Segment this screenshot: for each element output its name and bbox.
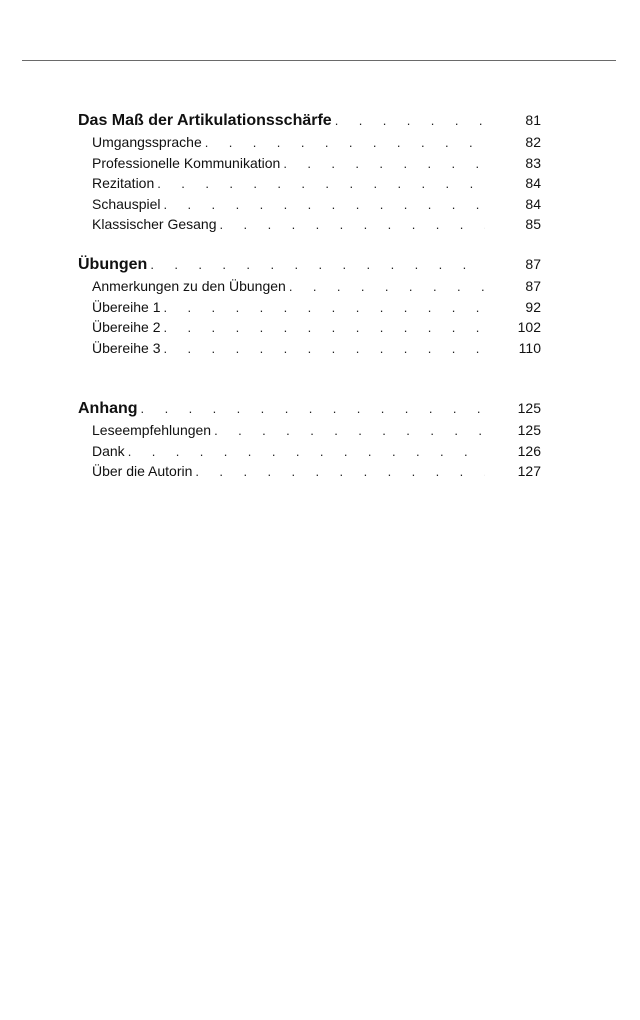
dot-leader (220, 217, 485, 232)
toc-entry[interactable] (78, 340, 541, 361)
toc-entry-label: Schauspiel (92, 195, 161, 212)
toc-heading-title: Übungen (78, 256, 148, 273)
top-rule (22, 60, 616, 61)
dot-leader (195, 464, 485, 479)
dot-leader (157, 176, 485, 191)
toc-entry[interactable] (78, 443, 541, 464)
toc-page-number: 85 (525, 216, 541, 233)
toc-heading-title: Das Maß der Artikulationsschärfe (78, 112, 332, 129)
toc-page-number: 125 (517, 422, 541, 438)
dot-leader (205, 135, 485, 150)
toc-page-number: 84 (525, 175, 541, 192)
toc-entry[interactable] (78, 155, 541, 176)
toc-page-number: 82 (525, 134, 541, 150)
toc-entry-label: Über die Autorin (92, 463, 193, 480)
toc-entry[interactable] (78, 463, 541, 484)
toc-page-number: 87 (525, 278, 541, 294)
toc-page-number: 87 (525, 256, 541, 272)
toc-entry-label: Übereihe 1 (92, 298, 161, 315)
toc-entry[interactable] (78, 216, 541, 237)
toc-entry[interactable] (78, 422, 541, 443)
toc-entry-label: Klassischer Gesang (92, 216, 217, 233)
toc-heading[interactable] (78, 112, 541, 134)
toc-entry[interactable] (78, 319, 541, 340)
toc-entry[interactable] (78, 196, 541, 217)
toc-section-artikulationsschaerfe (78, 112, 541, 237)
toc-entry-label: Umgangssprache (92, 134, 202, 150)
toc-entry[interactable] (78, 278, 541, 299)
toc-entry-label: Übereihe 2 (92, 319, 161, 336)
toc-page-number: 110 (518, 339, 541, 356)
dot-leader (141, 401, 485, 416)
toc-page-number: 81 (525, 112, 541, 128)
toc-section-anhang (78, 400, 541, 484)
toc-entry[interactable] (78, 175, 541, 196)
toc-entry-label: Professionelle Kommunikation (92, 154, 281, 171)
toc-heading-title: Anhang (78, 400, 138, 417)
toc-entry-label: Anmerkungen zu den Übungen (92, 278, 286, 294)
dot-leader (289, 279, 485, 294)
dot-leader (164, 300, 486, 315)
toc-page-number: 83 (525, 154, 541, 171)
toc-page-number: 92 (525, 298, 541, 315)
toc-heading[interactable] (78, 400, 541, 422)
toc-entry[interactable] (78, 299, 541, 320)
dot-leader (164, 341, 486, 356)
dot-leader (335, 113, 485, 128)
dot-leader (283, 156, 485, 171)
toc-page-number: 84 (525, 195, 541, 212)
toc-page-number: 125 (517, 400, 541, 416)
toc-page-number: 126 (517, 442, 541, 459)
dot-leader (164, 197, 486, 212)
toc-page-number: 102 (517, 319, 541, 336)
toc-entry-label: Rezitation (92, 175, 155, 192)
dot-leader (214, 423, 485, 438)
dot-leader (128, 444, 485, 459)
toc-entry[interactable] (78, 134, 541, 155)
toc-section-uebungen (78, 256, 541, 360)
toc-entry-label: Übereihe 3 (92, 339, 161, 356)
toc-entry-label: Leseempfehlungen (92, 422, 212, 438)
dot-leader (164, 320, 486, 335)
dot-leader (150, 257, 485, 272)
toc-page-number: 127 (517, 463, 541, 480)
toc-heading[interactable] (78, 256, 541, 278)
toc-entry-label: Dank (92, 442, 125, 459)
